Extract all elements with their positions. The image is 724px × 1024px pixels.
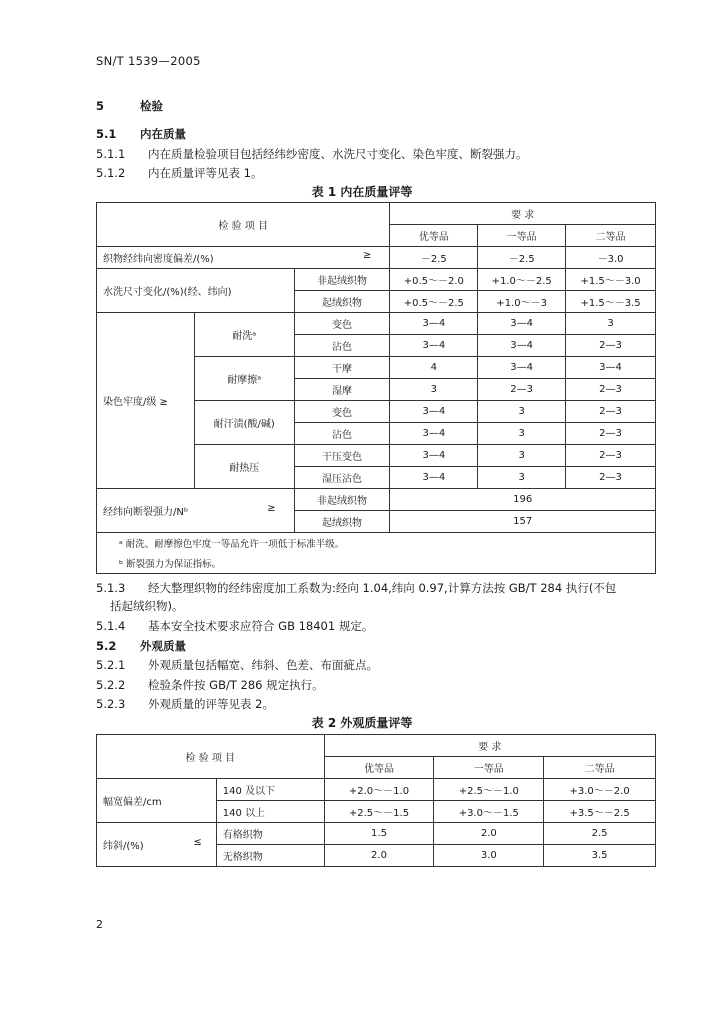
section-5-1-1: 5.1.1 内在质量检验项目包括经纬纱密度、水洗尺寸变化、染色牢度、断裂强力。 <box>96 147 528 161</box>
table-cell: 无格织物 <box>216 845 324 867</box>
section-5-2-2: 5.2.2 检验条件按 GB/T 286 规定执行。 <box>96 678 324 692</box>
table-cell: 有格织物 <box>216 823 324 845</box>
table-cell: 2—3 <box>566 379 656 401</box>
table-cell: 3 <box>478 467 566 489</box>
table2-header-item: 检 验 项 目 <box>97 735 325 779</box>
table1-grade-first: 一等品 <box>478 225 566 247</box>
table-cell: 2—3 <box>566 335 656 357</box>
strength-row-label: 经纬向断裂强力/Nᵇ ≥ <box>97 489 295 533</box>
table-cell: 3—4 <box>478 335 566 357</box>
table-cell: 3 <box>478 401 566 423</box>
section-5-2-heading: 5.2 外观质量 <box>96 639 186 653</box>
table-cell: 湿压沾色 <box>294 467 390 489</box>
table-cell: +1.0～－3 <box>478 291 566 313</box>
table-cell: －2.5 <box>390 247 478 269</box>
table1-header-requirement: 要 求 <box>390 203 656 225</box>
doc-header: SN/T 1539—2005 <box>96 54 201 68</box>
table-cell: 干摩 <box>294 357 390 379</box>
table-cell: 3 <box>478 445 566 467</box>
table-cell: 沾色 <box>294 335 390 357</box>
table2 <box>96 734 656 867</box>
table1-header-item: 检 验 项 目 <box>97 203 390 247</box>
table-cell: +2.5～－1.0 <box>434 779 544 801</box>
table1-grade-premium: 优等品 <box>390 225 478 247</box>
table-cell: 湿摩 <box>294 379 390 401</box>
table1-note-b: ᵇ 断裂强力为保证指标。 <box>97 553 656 574</box>
table-cell: 沾色 <box>294 423 390 445</box>
table-cell: 3—4 <box>478 313 566 335</box>
section-5-1-3: 5.1.3 经大整理织物的经纬密度加工系数为:经向 1.04,纬向 0.97,计算方法按 GB/T 284 执行(不包 <box>96 581 617 595</box>
table-cell: 3—4 <box>566 357 656 379</box>
width-row-label: 幅宽偏差/cm <box>97 779 217 823</box>
color-group-name: 耐洗ᵃ <box>194 313 294 357</box>
table-cell: 3—4 <box>390 313 478 335</box>
table-cell: 3 <box>390 379 478 401</box>
table-cell: +0.5～－2.5 <box>390 291 478 313</box>
table-cell: 2.0 <box>434 823 544 845</box>
skew-row-label: 纬斜/(%) ≤ <box>97 823 217 867</box>
section-5-2-3: 5.2.3 外观质量的评等见表 2。 <box>96 697 274 711</box>
table-cell: 3 <box>478 423 566 445</box>
section-5-1-2: 5.1.2 内在质量评等见表 1。 <box>96 166 263 180</box>
table1 <box>96 202 656 574</box>
table-cell: 3—4 <box>390 445 478 467</box>
table-cell: +0.5～－2.0 <box>390 269 478 291</box>
table-cell: 3.0 <box>434 845 544 867</box>
table-cell: +3.5～－2.5 <box>544 801 656 823</box>
table-cell: 非起绒织物 <box>294 489 390 511</box>
color-group-name: 耐汗渍(酸/碱) <box>194 401 294 445</box>
table-cell: +2.0～－1.0 <box>324 779 434 801</box>
table-cell: +3.0～－2.0 <box>544 779 656 801</box>
table-cell: 2.0 <box>324 845 434 867</box>
table2-grade-first: 一等品 <box>434 757 544 779</box>
table-cell: 3.5 <box>544 845 656 867</box>
color-fastness-label: 染色牢度/级 ≥ <box>97 313 195 489</box>
table-cell: 2—3 <box>566 401 656 423</box>
table-cell: 变色 <box>294 401 390 423</box>
page-number: 2 <box>96 918 103 931</box>
table-cell: 2—3 <box>478 379 566 401</box>
density-row-label: 织物经纬向密度偏差/(%) ≥ <box>97 247 390 269</box>
section-5-1-3-continuation: 括起绒织物)。 <box>110 599 184 613</box>
color-group-name: 耐摩擦ᵃ <box>194 357 294 401</box>
table-cell: 3—4 <box>390 401 478 423</box>
table2-caption: 表 2 外观质量评等 <box>311 716 413 730</box>
color-group-name: 耐热压 <box>194 445 294 489</box>
table-cell: －2.5 <box>478 247 566 269</box>
table-cell: 非起绒织物 <box>294 269 390 291</box>
table-cell: 1.5 <box>324 823 434 845</box>
table-cell: －3.0 <box>566 247 656 269</box>
section-5-1-4: 5.1.4 基本安全技术要求应符合 GB 18401 规定。 <box>96 619 374 633</box>
table-cell: +1.5～－3.5 <box>566 291 656 313</box>
section-5-2-1: 5.2.1 外观质量包括幅宽、纬斜、色差、布面疵点。 <box>96 658 378 672</box>
table-cell: +1.0～－2.5 <box>478 269 566 291</box>
section-5-heading: 5 检验 <box>96 99 163 113</box>
table-cell: 2—3 <box>566 423 656 445</box>
table1-caption: 表 1 内在质量评等 <box>311 185 413 199</box>
wash-row-label: 水洗尺寸变化/(%)(经、纬向) <box>97 269 295 313</box>
table1-note-a: ᵃ 耐洗、耐摩擦色牢度一等品允许一项低于标准半级。 <box>97 533 656 554</box>
table-cell: 起绒织物 <box>294 291 390 313</box>
table-cell: 140 以上 <box>216 801 324 823</box>
table-cell: 2—3 <box>566 467 656 489</box>
table-cell: 干压变色 <box>294 445 390 467</box>
table-cell: 140 及以下 <box>216 779 324 801</box>
table-cell: 3 <box>566 313 656 335</box>
table1-grade-second: 二等品 <box>566 225 656 247</box>
table-cell: 157 <box>390 511 656 533</box>
table2-grade-premium: 优等品 <box>324 757 434 779</box>
table-cell: 3—4 <box>390 467 478 489</box>
table2-header-requirement: 要 求 <box>324 735 655 757</box>
table-cell: 2.5 <box>544 823 656 845</box>
table-cell: 3—4 <box>478 357 566 379</box>
table-cell: +2.5～－1.5 <box>324 801 434 823</box>
table-cell: 2—3 <box>566 445 656 467</box>
table-cell: +1.5～－3.0 <box>566 269 656 291</box>
table-cell: 196 <box>390 489 656 511</box>
table-cell: 4 <box>390 357 478 379</box>
table-cell: 起绒织物 <box>294 511 390 533</box>
table-cell: 3—4 <box>390 335 478 357</box>
table-cell: 变色 <box>294 313 390 335</box>
table-cell: 3—4 <box>390 423 478 445</box>
table2-grade-second: 二等品 <box>544 757 656 779</box>
table-cell: +3.0～－1.5 <box>434 801 544 823</box>
section-5-1-heading: 5.1 内在质量 <box>96 127 186 141</box>
